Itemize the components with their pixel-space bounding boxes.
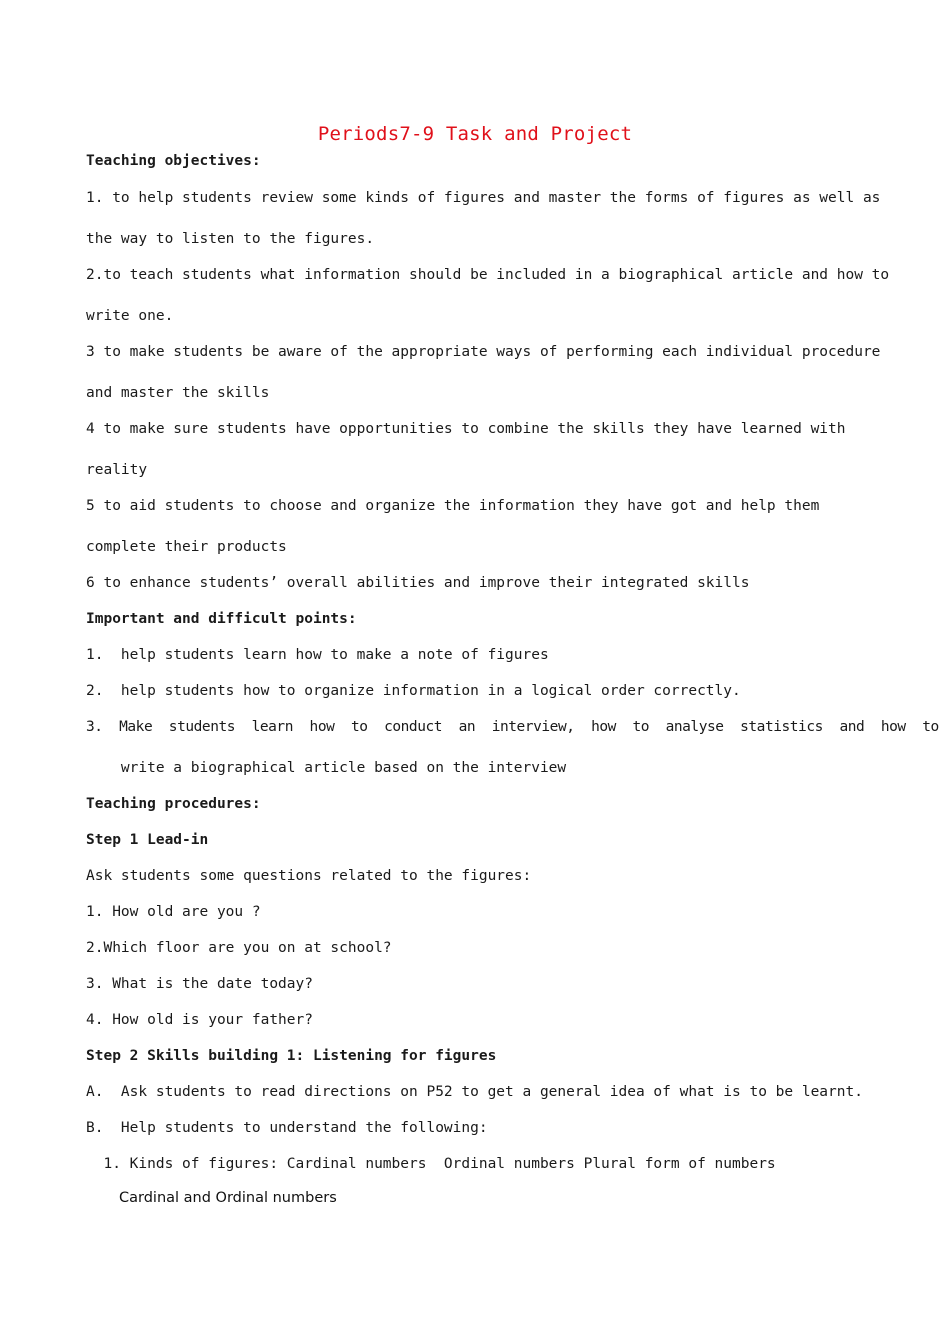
step2-line: 1. Kinds of figures: Cardinal numbers Ordinal numbers Plural form of numbers — [86, 1156, 776, 1172]
objective-line: the way to listen to the figures. — [86, 231, 375, 247]
objective-line: 3 to make students be aware of the appropriate ways of performing each individual procedure — [86, 344, 881, 360]
points-heading: Important and difficult points: — [86, 611, 357, 627]
step2-line: A. Ask students to read directions on P52 to get a general idea of what is to be learnt. — [86, 1084, 863, 1100]
step2-line: B. Help students to understand the following: — [86, 1120, 488, 1136]
objective-line: write one. — [86, 308, 174, 324]
procedures-heading: Teaching procedures: — [86, 796, 261, 812]
step1-line: 3. What is the date today? — [86, 976, 313, 992]
step2-subheading: Cardinal and Ordinal numbers — [119, 1190, 337, 1206]
step1-line: Ask students some questions related to the figures: — [86, 868, 532, 884]
point-line: write a biographical article based on the interview — [86, 760, 567, 776]
point-line: 2. help students how to organize information in a logical order correctly. — [86, 683, 741, 699]
step1-heading: Step 1 Lead-in — [86, 832, 209, 848]
objective-line: 5 to aid students to choose and organize the information they have got and help them — [86, 498, 820, 514]
point-line: 1. help students learn how to make a note of figures — [86, 647, 549, 663]
step1-line: 2.Which floor are you on at school? — [86, 940, 392, 956]
objective-line: 4 to make sure students have opportunities to combine the skills they have learned with — [86, 421, 846, 437]
objective-line: 2.to teach students what information should be included in a biographical article and how to — [86, 267, 890, 283]
objectives-heading: Teaching objectives: — [86, 153, 261, 169]
objective-line: 6 to enhance students’ overall abilities and improve their integrated skills — [86, 575, 750, 591]
objective-line: complete their products — [86, 539, 287, 555]
objective-line: 1. to help students review some kinds of figures and master the forms of figures as well as — [86, 190, 881, 206]
objective-line: and master the skills — [86, 385, 270, 401]
step2-heading: Step 2 Skills building 1: Listening for figures — [86, 1048, 497, 1064]
objective-line: reality — [86, 462, 148, 478]
step1-line: 1. How old are you ? — [86, 904, 261, 920]
document-title: Periods7-9 Task and Project — [317, 123, 633, 145]
point-line: 3. Make students learn how to conduct an interview, how to analyse statistics and how to — [86, 719, 939, 735]
step1-line: 4. How old is your father? — [86, 1012, 313, 1028]
